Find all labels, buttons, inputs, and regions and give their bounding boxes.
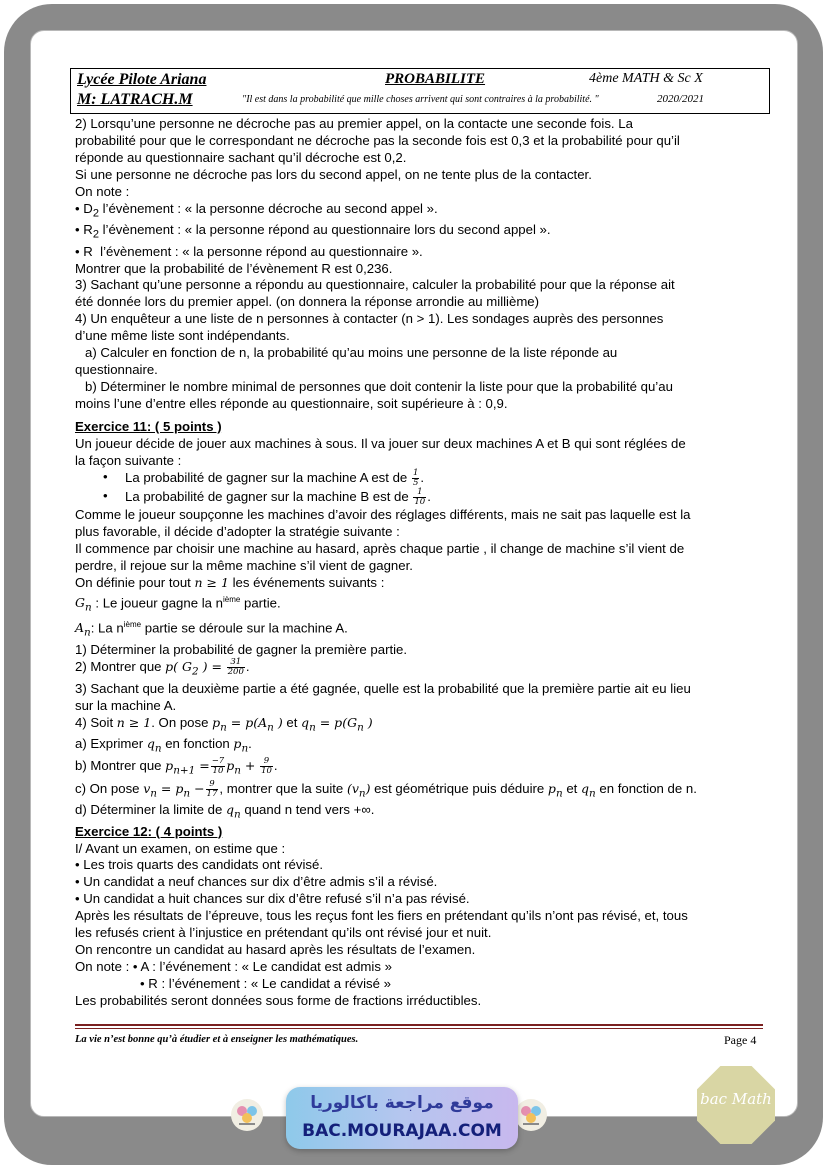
text-line: 1) Déterminer la probabilité de gagner la première partie.: [75, 641, 408, 657]
document-header: [70, 68, 770, 114]
header-row-1: [77, 71, 767, 91]
banner-arabic-title: موقع مراجعة باكالوريا: [310, 1093, 494, 1113]
teacher-name: M: LATRACH.M: [77, 91, 193, 108]
header-row-2: [77, 91, 767, 111]
text-line: été donnée lors du premier appel. (on donnera la réponse arrondie au millième): [75, 294, 540, 310]
event-a-line: On note : • A : l’événement : « Le candidat est admis »: [75, 958, 392, 974]
event-an: $A_n$: La $n^{ième}$ partie se déroule sur la machine A.: [75, 619, 348, 639]
document-body: [75, 116, 765, 1010]
event-r-line: • R : l’événement : « Le candidat a révisé »: [140, 975, 391, 991]
bullet-machine-b: • La probabilité de gagner sur la machine B est de $\frac{1}{10}$ .: [75, 488, 765, 507]
question-4d: d) Déterminer la limite de $q_n$ quand n tend vers +∞.: [75, 802, 375, 821]
fraction-minus7-10: $\frac{-7}{10}$: [211, 756, 225, 777]
text-line: Comme le joueur soupçonne les machines d’avoir des réglages différents, mais ne sait pas laquelle est la: [75, 507, 691, 523]
page-number: Page 4: [724, 1033, 757, 1047]
exercise-12-title: Exercice 12: ( 4 points ): [75, 823, 223, 839]
text-line: I/ Avant un examen, on estime que :: [75, 840, 286, 856]
fraction-9-10: $\frac{9}{10}$: [261, 756, 272, 777]
text-line: sur la machine A.: [75, 697, 177, 713]
header-quote: "Il est dans la probabilité que mille choses arrivent qui sont contraires à la probabilité. ": [242, 94, 599, 105]
question-4b: b) Montrer que $p_{n+1}$ = $\frac{-7}{10}$ $p_n$ + $\frac{9}{10}$ .: [75, 756, 278, 777]
event-gn: $G_n$ : Le joueur gagne la $n^{ième}$ partie.: [75, 594, 281, 614]
definition-line: On définie pour tout n ≥ 1 les événements suivants :: [75, 575, 385, 591]
text-line: Si une personne ne décroche pas lors du second appel, on ne tente plus de la contacter.: [75, 166, 592, 182]
fraction-31-200: $\frac{31}{200}$: [227, 657, 244, 678]
site-banner-link[interactable]: [286, 1087, 518, 1149]
event-r: • R l’évènement : « la personne répond au questionnaire ».: [75, 243, 423, 259]
bullet-line: • Les trois quarts des candidats ont révisé.: [75, 857, 323, 873]
text-line: Un joueur décide de jouer aux machines à sous. Il va jouer sur deux machines A et B qui sont réglées de: [75, 435, 686, 451]
text-line: Il commence par choisir une machine au hasard, après chaque partie , il change de machine s’il vient de: [75, 541, 685, 557]
bullet-line: • Un candidat a neuf chances sur dix d’être admis s’il a révisé.: [75, 874, 438, 890]
text-line: 3) Sachant que la deuxième partie a été gagnée, quelle est la probabilité que la première partie ait eu lieu: [75, 680, 691, 696]
text-line: 4) Un enquêteur a une liste de n personnes à contacter (n > 1). Les sondages auprès des personnes: [75, 311, 664, 327]
event-d2: • $D_2$ l’évènement : « la personne décroche au second appel ».: [75, 200, 438, 220]
text-line: On note :: [75, 183, 130, 199]
text-line: perdre, il rejoue sur la même machine s’il vient de gagner.: [75, 558, 413, 574]
text-line: 3) Sachant qu’une personne a répondu au questionnaire, calculer la probabilité pour que la réponse ait: [75, 277, 675, 293]
school-name: Lycée Pilote Ariana: [77, 71, 207, 88]
footer-rule: [75, 1024, 763, 1026]
text-line: moins l’une d’entre elles réponde au questionnaire, soit supérieure à : 0,9.: [75, 395, 508, 411]
bac-math-logo-text: bac Math: [700, 1090, 772, 1108]
class-level: 4ème MATH & Sc X: [589, 71, 703, 86]
bullet-line: • Un candidat a huit chances sur dix d’être refusé s’il n’a pas révisé.: [75, 891, 470, 907]
question-4a: a) Exprimer $q_n$ en fonction $p_n$.: [75, 736, 252, 755]
footer-motto: La vie n’est bonne qu’à étudier et à enseigner les mathématiques.: [75, 1034, 359, 1045]
footer-rule-thin: [75, 1028, 763, 1029]
fraction-1-5: $\frac{1}{5}$: [412, 468, 419, 489]
text-line: questionnaire.: [75, 361, 158, 377]
text-line: 2) Lorsqu’une personne ne décroche pas au premier appel, on la contacte une seconde fois. La: [75, 116, 633, 131]
text-line: Montrer que la probabilité de l’évènement R est 0,236.: [75, 260, 393, 276]
text-line: Après les résultats de l’épreuve, tous les reçus font les fiers en prétendant qu’ils n’ont pas révisé, et, tous: [75, 908, 688, 924]
text-line: réponde au questionnaire sachant qu’il décroche est 0,2.: [75, 149, 407, 165]
fraction-9-17: $\frac{9}{17}$: [206, 778, 218, 799]
fraction-1-10: $\frac{1}{10}$: [414, 487, 426, 508]
document-title: PROBABILITE: [385, 71, 486, 87]
exercise-11-title: Exercice 11: ( 5 points ): [75, 418, 222, 434]
text-line: Les probabilités seront données sous forme de fractions irréductibles.: [75, 992, 482, 1008]
question-2: 2) Montrer que p( $G_2$ ) = $\frac{31}{200}$ .: [75, 657, 250, 678]
flower-logo-icon: [514, 1098, 548, 1132]
school-year: 2020/2021: [657, 93, 705, 105]
text-line: probabilité pour que le correspondant ne décroche pas la seconde fois est 0,3 et la probabilité pour qu’il: [75, 132, 680, 148]
text-line: plus favorable, il décide d’adopter la stratégie suivante :: [75, 524, 400, 540]
question-4c: c) On pose $v_n = p_n$ − $\frac{9}{17}$ , montrer que la suite $(v_n)$ est géométrique puis déduire $p_n$ et $q_n$ en fonction de n.: [75, 778, 697, 800]
text-line: les refusés crient à l’injustice en prétendant qu’ils ont révisé jour et nuit.: [75, 925, 492, 941]
text-line: d’une même liste sont indépendants.: [75, 328, 290, 344]
question-4: 4) Soit n ≥ 1. On pose $p_n = p(A_n$ ) et $q_n = p(G_n$ ): [75, 714, 373, 734]
text-line: a) Calculer en fonction de n, la probabilité qu’au moins une personne de la liste réponde au: [85, 345, 618, 361]
flower-logo-icon: [230, 1098, 264, 1132]
bullet-machine-a: • La probabilité de gagner sur la machine A est de $\frac{1}{5}$ .: [75, 469, 765, 488]
text-line: b) Déterminer le nombre minimal de personnes que doit contenir la liste pour que la probabilité qu’au: [85, 378, 673, 394]
text-line: la façon suivante :: [75, 452, 182, 468]
event-r2: • $R_2$ l’évènement : « la personne répond au questionnaire lors du second appel ».: [75, 222, 551, 241]
banner-url: BAC.MOURAJAA.COM: [302, 1121, 502, 1141]
text-line: On rencontre un candidat au hasard après les résultats de l’examen.: [75, 941, 476, 957]
